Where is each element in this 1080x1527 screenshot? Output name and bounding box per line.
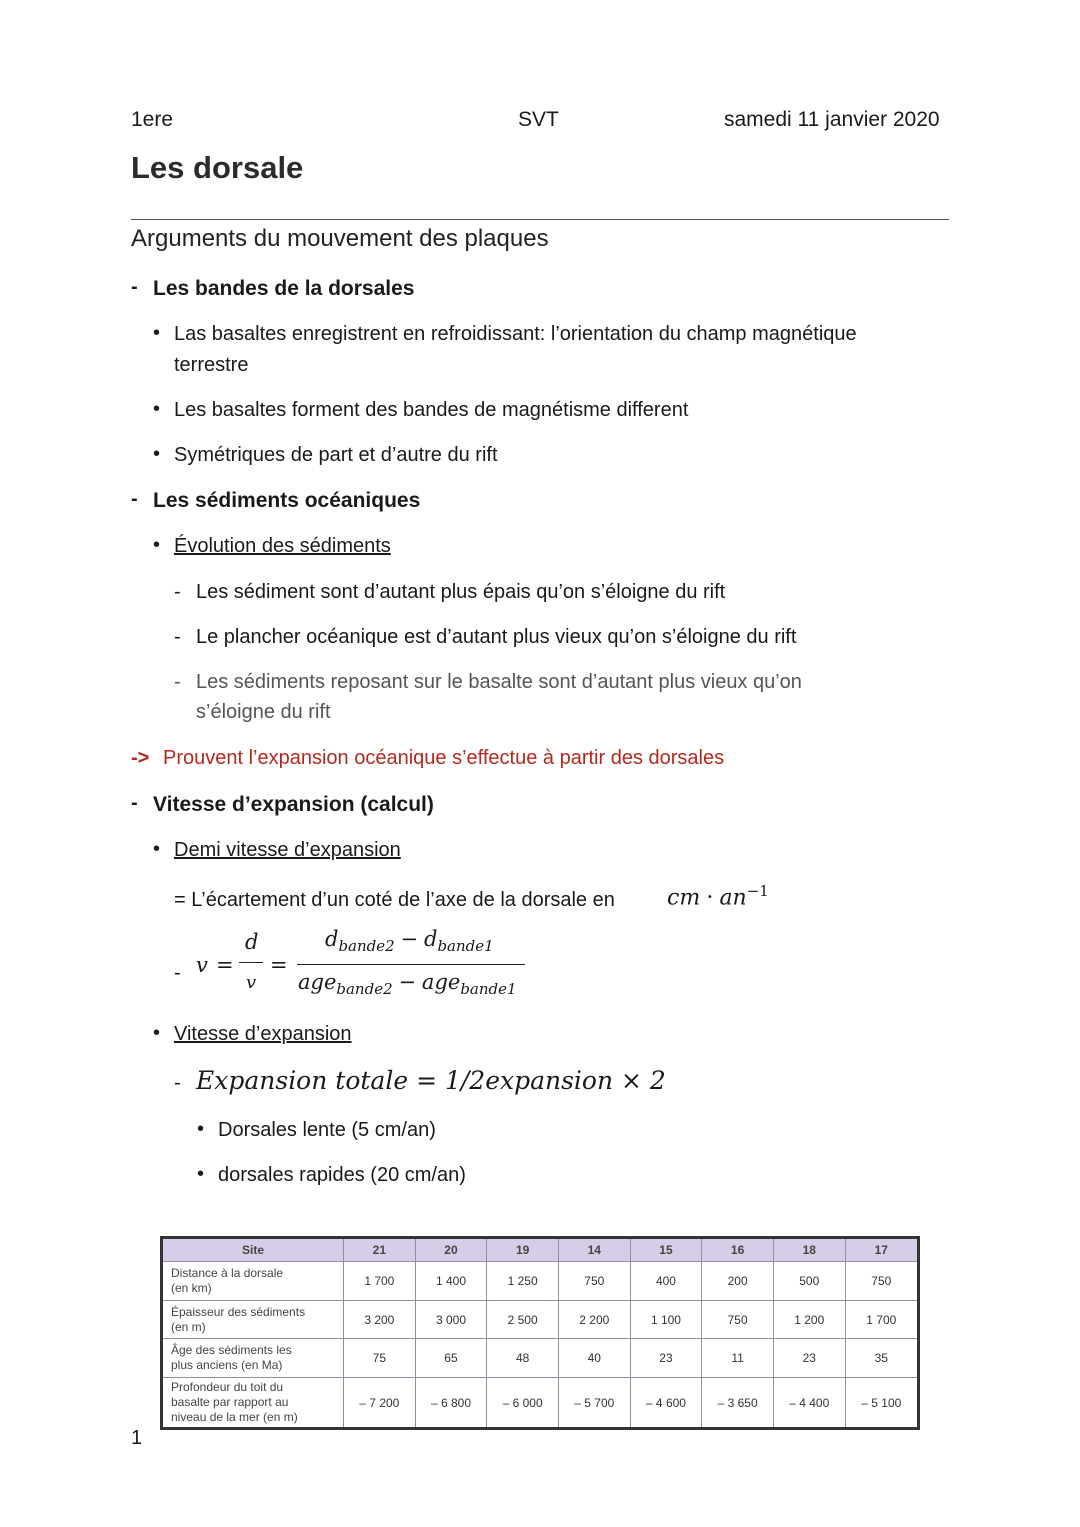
unit-expression — [667, 882, 769, 910]
table-cell: 1 700 — [344, 1262, 416, 1301]
table-cell: – 6 000 — [487, 1378, 559, 1429]
table-cell: – 3 650 — [702, 1378, 774, 1429]
table-cell: 65 — [415, 1339, 487, 1378]
table-header-cell: Site — [162, 1238, 344, 1262]
dash-marker: - — [174, 671, 181, 693]
table-cell: 23 — [630, 1339, 702, 1378]
denominator-age1: age — [421, 970, 461, 994]
table-header-row — [162, 1238, 919, 1262]
table-cell: 1 100 — [630, 1300, 702, 1339]
table-cell: – 5 700 — [558, 1378, 630, 1429]
table-cell: – 6 800 — [415, 1378, 487, 1429]
table-header-cell: 19 — [487, 1238, 559, 1262]
table-row — [162, 1300, 919, 1339]
page-title: Les dorsale — [131, 150, 304, 185]
row-label-line: basalte par rapport au — [171, 1395, 289, 1410]
formula-eq: = — [270, 953, 288, 977]
speed-slow: Dorsales lente (5 cm/an) — [218, 1119, 436, 1141]
table-cell: 1 200 — [773, 1300, 845, 1339]
bullet-dot: • — [153, 322, 161, 344]
table-cell: – 4 600 — [630, 1378, 702, 1429]
table-cell: 75 — [344, 1339, 416, 1378]
bullet-dot: • — [153, 838, 161, 860]
dash-marker: - — [174, 1072, 181, 1094]
table-row — [162, 1378, 919, 1429]
bullet-dot: • — [197, 1163, 205, 1185]
heading-bandes: Les bandes de la dorsales — [153, 277, 415, 300]
table-cell: 750 — [845, 1262, 918, 1301]
table-cell: – 5 100 — [845, 1378, 918, 1429]
table-cell: 400 — [630, 1262, 702, 1301]
section-title: Arguments du mouvement des plaques — [131, 225, 549, 252]
table-cell: 2 500 — [487, 1300, 559, 1339]
heading-vitesse: Vitesse d’expansion (calcul) — [153, 793, 434, 816]
table-cell: 750 — [558, 1262, 630, 1301]
table-cell: 750 — [702, 1300, 774, 1339]
dash-marker: - — [131, 488, 138, 510]
formula-numerator — [325, 927, 494, 955]
conclusion-text: Prouvent l’expansion océanique s’effectue à partir des dorsales — [163, 747, 725, 769]
header-subject: SVT — [518, 108, 559, 131]
formula-eq: = — [216, 953, 234, 977]
unit-exponent: −1 — [746, 882, 769, 900]
list-item: Les sédiments reposant sur le basalte sont d’autant plus vieux qu’on — [196, 671, 802, 693]
bullet-dot: • — [153, 398, 161, 420]
table-header-cell: 18 — [773, 1238, 845, 1262]
subheading-evolution: Évolution des sédiments — [174, 535, 391, 557]
list-item-cont: s’éloigne du rift — [196, 701, 331, 723]
speed-fast: dorsales rapides (20 cm/an) — [218, 1164, 466, 1186]
unit-cm: cm — [667, 885, 701, 911]
table-cell: – 4 400 — [773, 1378, 845, 1429]
heading-sediments: Les sédiments océaniques — [153, 489, 421, 512]
numerator-sub1: bande1 — [437, 937, 494, 956]
table-cell: 1 700 — [845, 1300, 918, 1339]
formula-v-denominator: v — [246, 972, 257, 993]
numerator-d1: d — [423, 927, 438, 951]
bullet-dot: • — [153, 534, 161, 556]
bullet-dot: • — [153, 1022, 161, 1044]
table-cell: 1 400 — [415, 1262, 487, 1301]
table-cell: 3 200 — [344, 1300, 416, 1339]
table-header-cell: 21 — [344, 1238, 416, 1262]
data-table — [160, 1236, 920, 1430]
table-cell: 40 — [558, 1339, 630, 1378]
arrow-marker: -> — [131, 747, 150, 769]
row-label-line: plus anciens (en Ma) — [171, 1358, 283, 1373]
dash-marker: - — [174, 962, 181, 984]
denominator-sub2: bande2 — [336, 980, 393, 999]
bullet-dot: • — [153, 443, 161, 465]
row-label — [162, 1300, 344, 1339]
formula-v: v — [196, 953, 208, 977]
unit-dot: · — [706, 885, 714, 911]
bullet-dot: • — [197, 1118, 205, 1140]
header-class: 1ere — [131, 108, 174, 131]
subheading-vitesse: Vitesse d’expansion — [174, 1023, 352, 1045]
subheading-demi-vitesse: Demi vitesse d’expansion — [174, 839, 401, 861]
table-cell: 200 — [702, 1262, 774, 1301]
unit-an: an — [719, 885, 747, 911]
table-header-cell: 16 — [702, 1238, 774, 1262]
row-label-line: (en km) — [171, 1280, 212, 1295]
dash-marker: - — [131, 792, 138, 814]
list-item: Les sédiment sont d’autant plus épais qu’on s’éloigne du rift — [196, 581, 726, 603]
row-label-line: (en m) — [171, 1319, 206, 1334]
definition-text: = L’écartement d’un coté de l’axe de la dorsale en — [174, 889, 615, 911]
fraction-bar — [239, 962, 263, 963]
table-header-cell: 17 — [845, 1238, 918, 1262]
page-number: 1 — [131, 1427, 143, 1449]
dash-marker: - — [131, 276, 138, 298]
numerator-minus: − — [400, 927, 419, 951]
table-row — [162, 1339, 919, 1378]
bullet-text: Les basaltes forment des bandes de magnétisme different — [174, 399, 689, 421]
bullet-text: Las basaltes enregistrent en refroidissant: l’orientation du champ magnétique — [174, 323, 857, 345]
row-label — [162, 1339, 344, 1378]
row-label-line: Épaisseur des sédiments — [171, 1304, 306, 1319]
table-header-cell: 15 — [630, 1238, 702, 1262]
row-label-line: Distance à la dorsale — [171, 1265, 284, 1280]
table-row — [162, 1262, 919, 1301]
table-cell: 23 — [773, 1339, 845, 1378]
numerator-d2: d — [325, 927, 339, 951]
denominator-age2: age — [298, 970, 337, 994]
table-cell: 3 000 — [415, 1300, 487, 1339]
dash-marker: - — [174, 581, 181, 603]
dash-marker: - — [174, 626, 181, 648]
fraction-bar — [297, 964, 525, 965]
bullet-text-cont: terrestre — [174, 354, 249, 376]
denominator-minus: − — [398, 970, 417, 994]
table-cell: 500 — [773, 1262, 845, 1301]
row-label-line: Âge des sédiments les — [171, 1343, 292, 1358]
numerator-sub2: bande2 — [338, 937, 395, 956]
denominator-sub1: bande1 — [460, 980, 517, 999]
row-label-line: Profondeur du toit du — [171, 1380, 284, 1395]
expansion-formula: Expansion totale = 1/2expansion × 2 — [196, 1066, 666, 1095]
row-label-line: niveau de la mer (en m) — [171, 1410, 298, 1425]
list-item: Le plancher océanique est d’autant plus vieux qu’on s’éloigne du rift — [196, 626, 797, 648]
table-header-cell: 14 — [558, 1238, 630, 1262]
table-cell: 1 250 — [487, 1262, 559, 1301]
title-divider — [131, 219, 949, 220]
table-cell: 2 200 — [558, 1300, 630, 1339]
row-label — [162, 1262, 344, 1301]
table-cell: – 7 200 — [344, 1378, 416, 1429]
formula-d: d — [245, 930, 259, 954]
row-label — [162, 1378, 344, 1429]
formula-denominator — [298, 970, 517, 998]
header-date: samedi 11 janvier 2020 — [724, 108, 940, 131]
table-cell: 35 — [845, 1339, 918, 1378]
bullet-text: Symétriques de part et d’autre du rift — [174, 444, 498, 466]
table-cell: 11 — [702, 1339, 774, 1378]
table-header-cell: 20 — [415, 1238, 487, 1262]
table-cell: 48 — [487, 1339, 559, 1378]
